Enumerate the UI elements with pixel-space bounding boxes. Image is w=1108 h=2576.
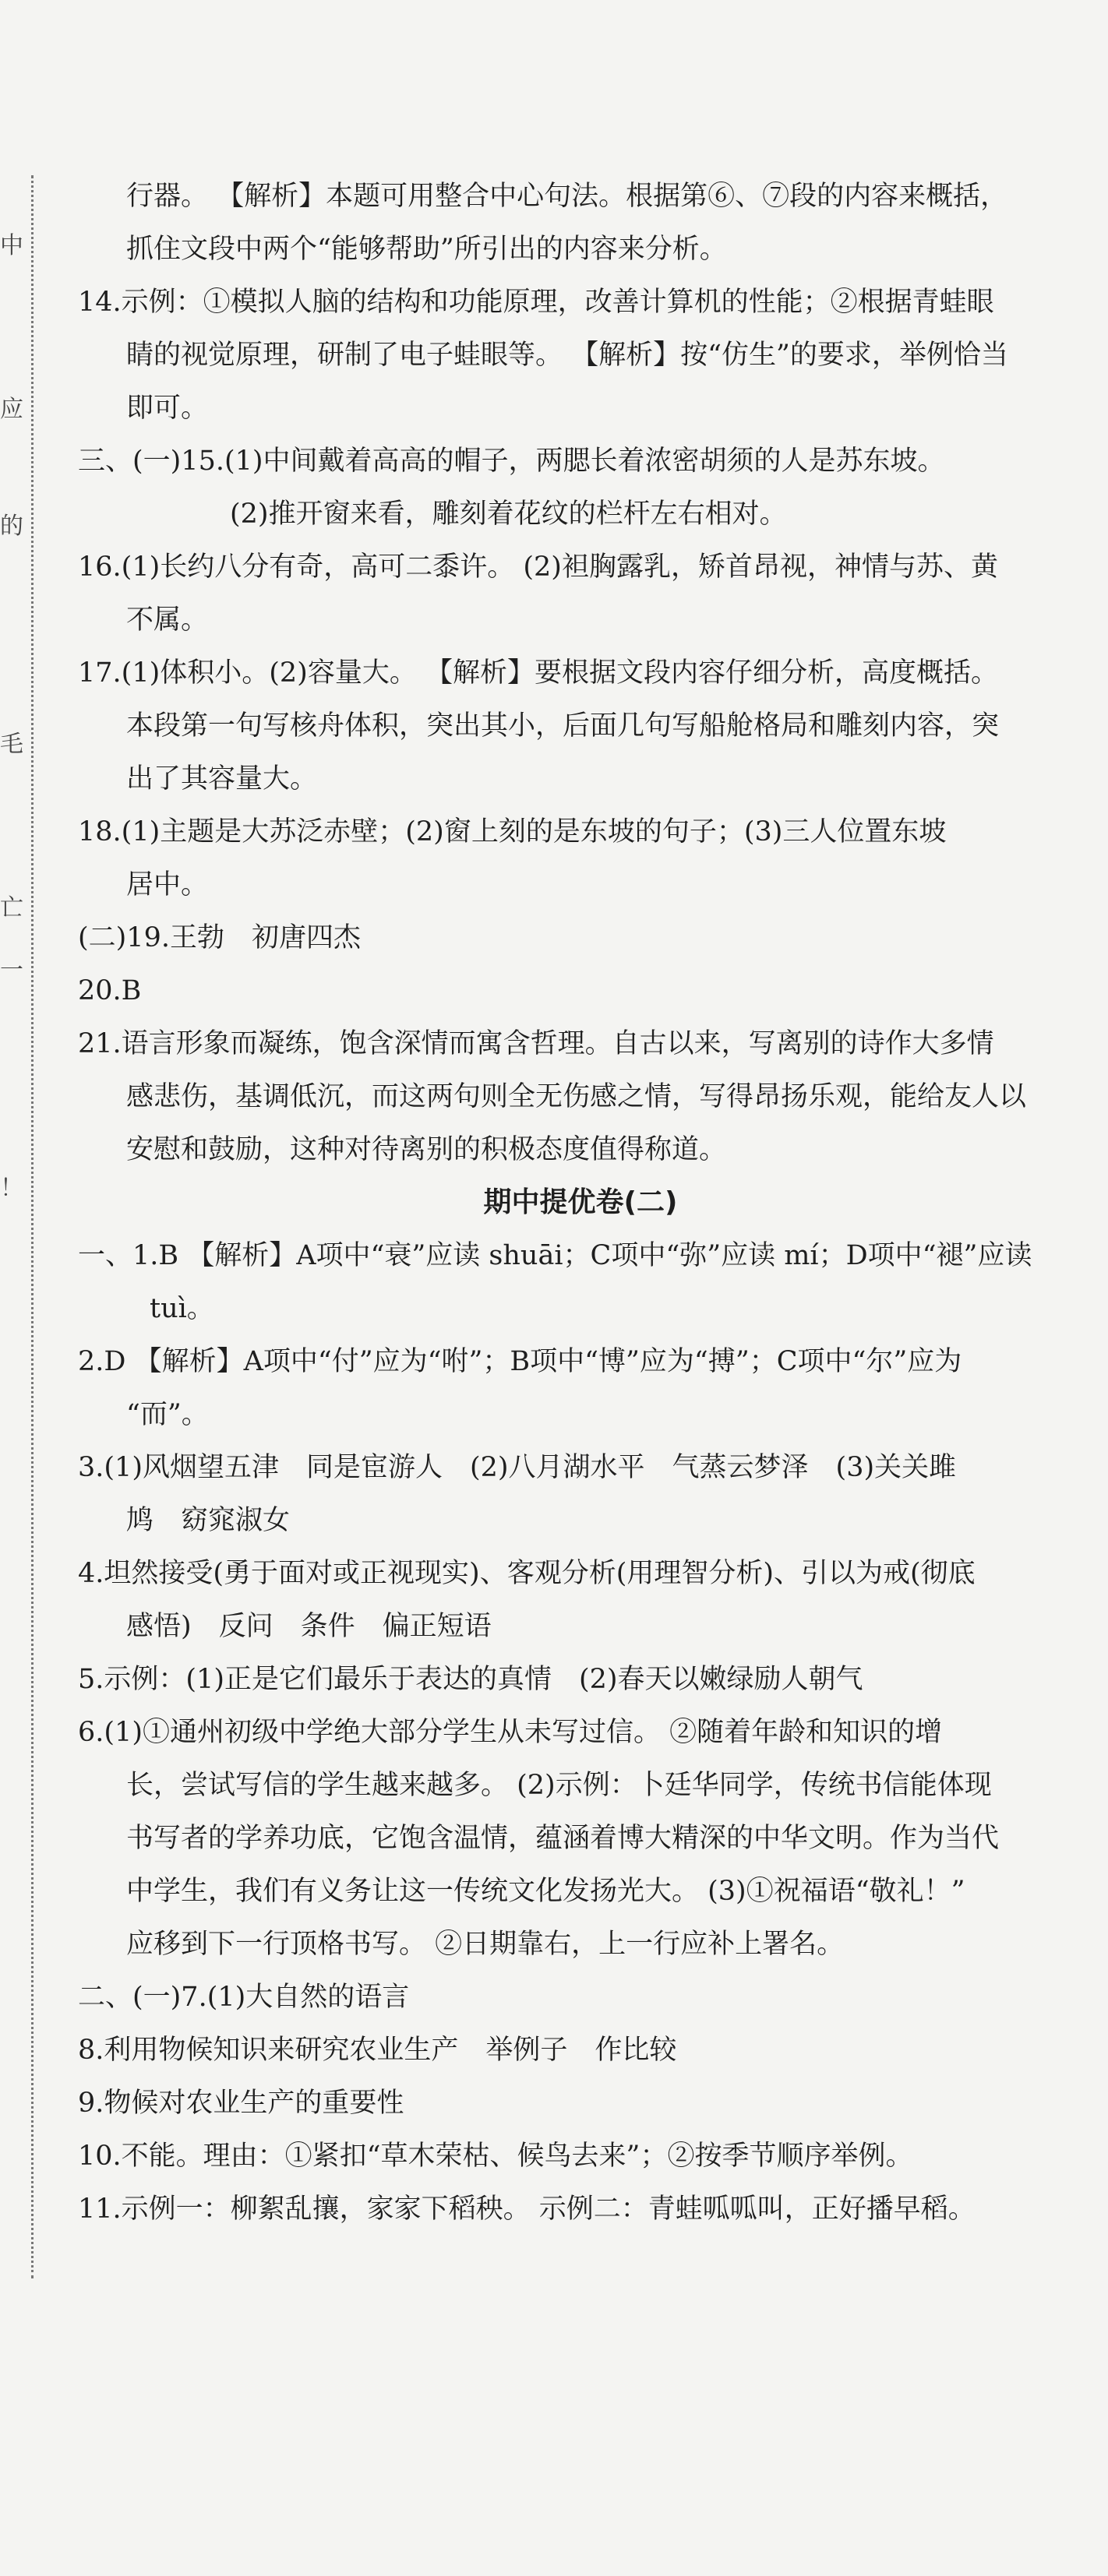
section-title: 期中提优卷(二) xyxy=(483,1186,678,1218)
left-edge-fragment: 中 xyxy=(0,232,23,259)
answer-line: “而”。 xyxy=(126,1399,209,1430)
binding-fold-line xyxy=(31,175,34,2278)
answer-line: 18.(1)主题是大苏泛赤壁；(2)窗上刻的是东坡的句子；(3)三人位置东坡 xyxy=(78,816,947,848)
answer-line: 9.物候对农业生产的重要性 xyxy=(78,2088,404,2119)
answer-line: 中学生，我们有义务让这一传统文化发扬光大。 (3)①祝福语“敬礼！” xyxy=(126,1876,965,1907)
answer-line: 8.利用物候知识来研究农业生产 举例子 作比较 xyxy=(78,2035,677,2066)
left-edge-fragment: 应 xyxy=(0,396,23,423)
answer-line: 睛的视觉原理，研制了电子蛙眼等。 【解析】按“仿生”的要求，举例恰当 xyxy=(126,340,1008,371)
left-edge-fragment: 一 xyxy=(0,957,23,984)
left-edge-fragment: 亡 xyxy=(0,894,23,922)
answer-line: 5.示例：(1)正是它们最乐于表达的真情 (2)春天以嫩绿励人朝气 xyxy=(78,1664,863,1695)
answer-line: 14.示例：①模拟人脑的结构和功能原理，改善计算机的性能；②根据青蛙眼 xyxy=(78,287,994,318)
answer-line: 感悟) 反问 条件 偏正短语 xyxy=(126,1611,492,1642)
answer-line: 抓住文段中两个“能够帮助”所引出的内容来分析。 xyxy=(126,234,727,265)
answer-line: 3.(1)风烟望五津 同是宦游人 (2)八月湖水平 气蒸云梦泽 (3)关关雎 xyxy=(78,1452,957,1483)
answer-line: (二)19.王勃 初唐四杰 xyxy=(78,922,361,953)
answer-content xyxy=(78,170,1083,2236)
answer-line: 20.B xyxy=(78,975,142,1006)
answer-line: 三、(一)15.(1)中间戴着高高的帽子，两腮长着浓密胡须的人是苏东坡。 xyxy=(78,446,945,477)
left-edge-fragment: ！ xyxy=(0,1175,23,1202)
answer-line: 2.D 【解析】A项中“付”应为“咐”；B项中“博”应为“搏”；C项中“尔”应为 xyxy=(78,1346,962,1377)
answer-line: 11.示例一：柳絮乱攘，家家下稻秧。 示例二：青蛙呱呱叫，正好播早稻。 xyxy=(78,2194,976,2225)
answer-line: 鸠 窈窕淑女 xyxy=(126,1505,291,1536)
answer-line: 书写者的学养功底，它饱含温情，蕴涵着博大精深的中华文明。作为当代 xyxy=(126,1823,1000,1854)
answer-line: 居中。 xyxy=(126,869,209,900)
answer-line: 不属。 xyxy=(126,604,209,636)
answer-line: 21.语言形象而凝练，饱含深情而寓含哲理。自古以来，写离别的诗作大多情 xyxy=(78,1028,994,1059)
answer-line: 行器。 【解析】本题可用整合中心句法。根据第⑥、⑦段的内容来概括， xyxy=(126,181,1008,212)
answer-line: 二、(一)7.(1)大自然的语言 xyxy=(78,1982,410,2013)
answer-line: 6.(1)①通州初级中学绝大部分学生从未写过信。 ②随着年龄和知识的增 xyxy=(78,1717,943,1748)
answer-line: 安慰和鼓励，这种对待离别的积极态度值得称道。 xyxy=(126,1134,727,1165)
answer-line: 感悲伤，基调低沉，而这两句则全无伤感之情，写得昂扬乐观，能给友人以 xyxy=(126,1081,1027,1112)
answer-line: 长，尝试写信的学生越来越多。 (2)示例：卜廷华同学，传统书信能体现 xyxy=(126,1770,992,1801)
left-edge-fragment: 的 xyxy=(0,513,23,540)
answer-line: tuì。 xyxy=(150,1293,214,1324)
answer-line: 17.(1)体积小。(2)容量大。 【解析】要根据文段内容仔细分析，高度概括。 xyxy=(78,657,998,689)
answer-line: 即可。 xyxy=(126,393,209,424)
left-edge-fragment: 毛 xyxy=(0,731,23,758)
answer-line: 16.(1)长约八分有奇，高可二黍许。 (2)袒胸露乳，矫首昂视，神情与苏、黄 xyxy=(78,551,998,583)
answer-line: 4.坦然接受(勇于面对或正视现实)、客观分析(用理智分析)、引以为戒(彻底 xyxy=(78,1558,976,1589)
answer-line: 出了其容量大。 xyxy=(126,763,318,795)
answer-line: 本段第一句写核舟体积，突出其小，后面几句写船舱格局和雕刻内容，突 xyxy=(126,710,1000,742)
answer-line: 一、1.B 【解析】A项中“衰”应读 shuāi；C项中“弥”应读 mí；D项中“褪”应读 xyxy=(78,1240,1032,1271)
answer-line: (2)推开窗来看，雕刻着花纹的栏杆左右相对。 xyxy=(230,499,787,530)
answer-line: 应移到下一行顶格书写。 ②日期靠右，上一行应补上署名。 xyxy=(126,1929,845,1960)
answer-line: 10.不能。理由：①紧扣“草木荣枯、候鸟去来”；②按季节顺序举例。 xyxy=(78,2141,913,2172)
